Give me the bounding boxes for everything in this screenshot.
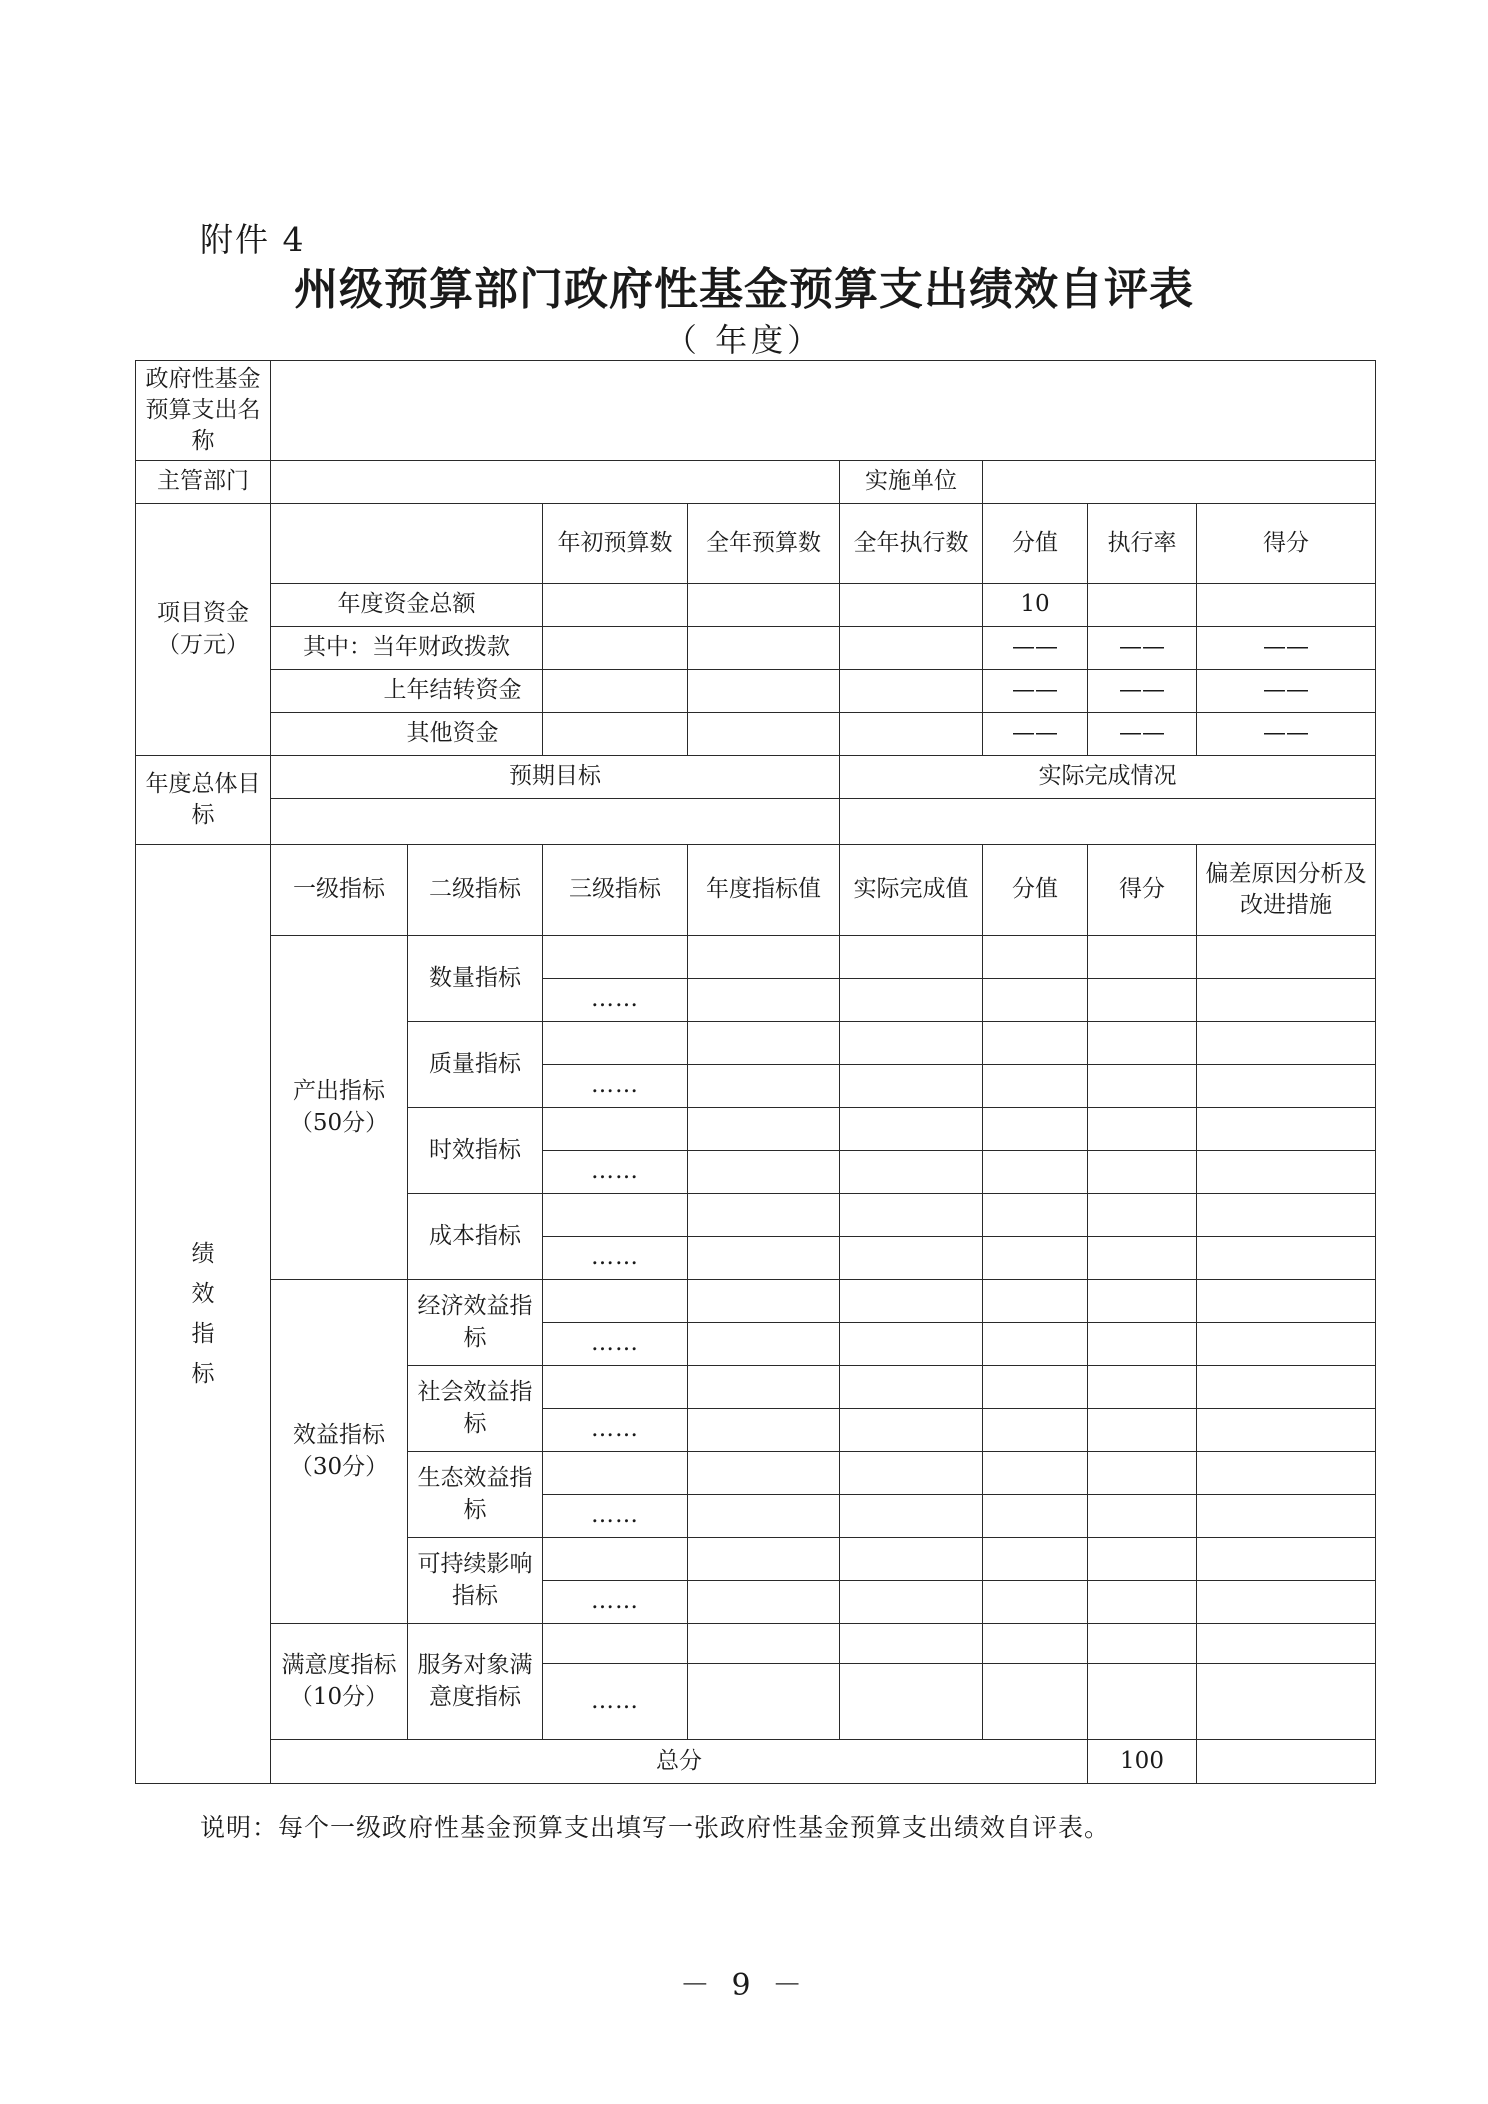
value-cell[interactable] (1088, 1151, 1197, 1194)
fund-name-label: 政府性基金预算支出名称 (136, 361, 271, 461)
attachment-label: 附件 4 (200, 220, 306, 259)
level3-ellipsis[interactable]: …… (543, 1237, 688, 1280)
perf-header: 得分 (1088, 845, 1197, 936)
funds-dash: —— (983, 713, 1088, 756)
funds-cell[interactable] (1197, 584, 1376, 627)
value-cell[interactable] (1088, 1538, 1197, 1581)
value-cell[interactable] (1088, 1624, 1197, 1664)
funds-label: 项目资金（万元） (136, 504, 271, 756)
level3-ellipsis[interactable]: …… (543, 1581, 688, 1624)
funds-cell[interactable] (1088, 584, 1197, 627)
value-cell[interactable] (983, 1022, 1088, 1065)
value-cell[interactable] (1088, 1065, 1197, 1108)
value-cell[interactable] (688, 1280, 840, 1323)
level3-cell[interactable] (543, 1452, 688, 1495)
funds-cell[interactable] (688, 670, 840, 713)
funds-row-label: 其他资金 (271, 713, 543, 756)
value-cell[interactable] (840, 1366, 983, 1409)
value-cell[interactable] (840, 1280, 983, 1323)
funds-cell[interactable] (840, 713, 983, 756)
value-cell[interactable] (840, 1538, 983, 1581)
value-cell[interactable] (840, 1022, 983, 1065)
value-cell[interactable] (1197, 1280, 1376, 1323)
impl-unit-label: 实施单位 (840, 461, 983, 504)
fund-name-cell[interactable] (271, 361, 1376, 461)
value-cell[interactable] (983, 1323, 1088, 1366)
level3-ellipsis[interactable]: …… (543, 1151, 688, 1194)
level3-cell[interactable] (543, 1624, 688, 1664)
level2-item: 生态效益指标 (408, 1452, 543, 1538)
value-cell[interactable] (840, 1452, 983, 1495)
value-cell[interactable] (1197, 979, 1376, 1022)
value-cell[interactable] (840, 1664, 983, 1740)
funds-row-label: 上年结转资金 (271, 670, 543, 713)
level3-ellipsis[interactable]: …… (543, 1409, 688, 1452)
value-cell[interactable] (1088, 1194, 1197, 1237)
value-cell[interactable] (983, 1280, 1088, 1323)
value-cell[interactable] (1197, 1022, 1376, 1065)
value-cell[interactable] (840, 1151, 983, 1194)
funds-header: 分值 (983, 504, 1088, 584)
perf-header: 年度指标值 (688, 845, 840, 936)
value-cell[interactable] (840, 1108, 983, 1151)
value-cell[interactable] (1197, 1624, 1376, 1664)
value-cell[interactable] (840, 1581, 983, 1624)
value-cell[interactable] (688, 1452, 840, 1495)
value-cell[interactable] (688, 1495, 840, 1538)
value-cell[interactable] (688, 1065, 840, 1108)
value-cell[interactable] (1197, 1151, 1376, 1194)
level3-cell[interactable] (543, 1538, 688, 1581)
value-cell[interactable] (1197, 1581, 1376, 1624)
level2-item: 质量指标 (408, 1022, 543, 1108)
value-cell[interactable] (840, 936, 983, 979)
value-cell[interactable] (840, 1495, 983, 1538)
funds-cell[interactable] (840, 627, 983, 670)
value-cell[interactable] (983, 1151, 1088, 1194)
value-cell[interactable] (1197, 936, 1376, 979)
value-cell[interactable] (840, 1624, 983, 1664)
value-cell[interactable] (1197, 1237, 1376, 1280)
funds-row-label: 年度资金总额 (271, 584, 543, 627)
level3-cell[interactable] (543, 936, 688, 979)
value-cell[interactable] (983, 1366, 1088, 1409)
level2-item: 成本指标 (408, 1194, 543, 1280)
funds-cell[interactable] (543, 627, 688, 670)
funds-blank (271, 504, 543, 584)
value-cell[interactable] (983, 1664, 1088, 1740)
total-got-cell[interactable] (1197, 1740, 1376, 1784)
value-cell[interactable] (688, 1538, 840, 1581)
dept-cell[interactable] (271, 461, 840, 504)
value-cell[interactable] (688, 1194, 840, 1237)
level3-cell[interactable] (543, 1194, 688, 1237)
perf-header: 实际完成值 (840, 845, 983, 936)
perf-header: 三级指标 (543, 845, 688, 936)
funds-header: 年初预算数 (543, 504, 688, 584)
level3-cell[interactable] (543, 1366, 688, 1409)
value-cell[interactable] (983, 1495, 1088, 1538)
funds-header: 执行率 (1088, 504, 1197, 584)
funds-row-label: 其中：当年财政拨款 (271, 627, 543, 670)
funds-cell[interactable] (688, 713, 840, 756)
funds-header: 全年执行数 (840, 504, 983, 584)
value-cell[interactable] (983, 1452, 1088, 1495)
level3-ellipsis[interactable]: …… (543, 1323, 688, 1366)
value-cell[interactable] (983, 1108, 1088, 1151)
value-cell[interactable] (983, 1237, 1088, 1280)
funds-dash: —— (1088, 670, 1197, 713)
expected-goal-header: 预期目标 (271, 756, 840, 799)
funds-cell[interactable] (543, 713, 688, 756)
value-cell[interactable] (688, 1237, 840, 1280)
funds-cell[interactable] (543, 670, 688, 713)
value-cell[interactable] (688, 979, 840, 1022)
year-line: （ 年度） (664, 321, 824, 359)
overall-goal-label: 年度总体目标 (136, 756, 271, 845)
output-indicator: 产出指标 （50分） (271, 936, 408, 1280)
perf-header: 分值 (983, 845, 1088, 936)
value-cell[interactable] (983, 936, 1088, 979)
value-cell[interactable] (1088, 1664, 1197, 1740)
value-cell[interactable] (1088, 1452, 1197, 1495)
value-cell[interactable] (840, 1194, 983, 1237)
impl-unit-cell[interactable] (983, 461, 1376, 504)
perf-header: 二级指标 (408, 845, 543, 936)
level3-cell[interactable] (543, 1022, 688, 1065)
funds-dash: —— (1088, 627, 1197, 670)
actual-completion-header: 实际完成情况 (840, 756, 1376, 799)
level2-item: 数量指标 (408, 936, 543, 1022)
level3-ellipsis[interactable]: …… (543, 979, 688, 1022)
funds-cell[interactable] (543, 584, 688, 627)
satisfaction-indicator: 满意度指标 （10分） (271, 1624, 408, 1740)
funds-score: 10 (983, 584, 1088, 627)
perf-header: 偏差原因分析及改进措施 (1197, 845, 1376, 936)
dept-label: 主管部门 (136, 461, 271, 504)
funds-dash: —— (1088, 713, 1197, 756)
level2-item: 时效指标 (408, 1108, 543, 1194)
funds-dash: —— (1197, 713, 1376, 756)
value-cell[interactable] (1088, 1581, 1197, 1624)
value-cell[interactable] (840, 979, 983, 1022)
value-cell[interactable] (1197, 1366, 1376, 1409)
value-cell[interactable] (983, 1581, 1088, 1624)
value-cell[interactable] (1088, 1495, 1197, 1538)
value-cell[interactable] (840, 1065, 983, 1108)
value-cell[interactable] (688, 1022, 840, 1065)
value-cell[interactable] (1197, 1409, 1376, 1452)
funds-dash: —— (1197, 670, 1376, 713)
value-cell[interactable] (840, 1409, 983, 1452)
explanation-note: 说明：每个一级政府性基金预算支出填写一张政府性基金预算支出绩效自评表。 (200, 1813, 1111, 1842)
expected-goal-cell[interactable] (271, 799, 840, 845)
funds-cell[interactable] (840, 670, 983, 713)
value-cell[interactable] (688, 1624, 840, 1664)
value-cell[interactable] (1088, 1237, 1197, 1280)
funds-cell[interactable] (688, 584, 840, 627)
level2-item: 社会效益指标 (408, 1366, 543, 1452)
value-cell[interactable] (688, 1108, 840, 1151)
funds-dash: —— (983, 627, 1088, 670)
value-cell[interactable] (688, 1664, 840, 1740)
total-score: 100 (1088, 1740, 1197, 1784)
value-cell[interactable] (840, 1237, 983, 1280)
value-cell[interactable] (983, 1194, 1088, 1237)
page-number: － 9 － (679, 1968, 809, 2003)
value-cell[interactable] (1197, 1495, 1376, 1538)
value-cell[interactable] (840, 1323, 983, 1366)
value-cell[interactable] (688, 1409, 840, 1452)
value-cell[interactable] (1088, 979, 1197, 1022)
level2-item: 服务对象满意度指标 (408, 1624, 543, 1740)
value-cell[interactable] (983, 1409, 1088, 1452)
funds-cell[interactable] (688, 627, 840, 670)
perf-label: 绩 效 指 标 (136, 845, 271, 1784)
value-cell[interactable] (688, 936, 840, 979)
value-cell[interactable] (1088, 1280, 1197, 1323)
value-cell[interactable] (1088, 1323, 1197, 1366)
value-cell[interactable] (983, 1624, 1088, 1664)
benefit-indicator: 效益指标 （30分） (271, 1280, 408, 1624)
value-cell[interactable] (1197, 1194, 1376, 1237)
level2-item: 经济效益指标 (408, 1280, 543, 1366)
funds-dash: —— (1197, 627, 1376, 670)
total-label: 总分 (271, 1740, 1088, 1784)
value-cell[interactable] (1197, 1452, 1376, 1495)
value-cell[interactable] (1197, 1065, 1376, 1108)
value-cell[interactable] (1088, 1022, 1197, 1065)
form-title: 州级预算部门政府性基金预算支出绩效自评表 (294, 264, 1194, 315)
level3-ellipsis[interactable]: …… (543, 1495, 688, 1538)
value-cell[interactable] (1197, 1538, 1376, 1581)
level3-cell[interactable] (543, 1108, 688, 1151)
value-cell[interactable] (688, 1323, 840, 1366)
value-cell[interactable] (983, 979, 1088, 1022)
value-cell[interactable] (1197, 1108, 1376, 1151)
self-evaluation-table (135, 360, 1376, 1784)
level3-ellipsis[interactable]: …… (543, 1065, 688, 1108)
perf-header: 一级指标 (271, 845, 408, 936)
value-cell[interactable] (1197, 1323, 1376, 1366)
value-cell[interactable] (1088, 1366, 1197, 1409)
value-cell[interactable] (1088, 936, 1197, 979)
value-cell[interactable] (983, 1538, 1088, 1581)
level2-item: 可持续影响指标 (408, 1538, 543, 1624)
value-cell[interactable] (1088, 1409, 1197, 1452)
funds-cell[interactable] (840, 584, 983, 627)
funds-header: 全年预算数 (688, 504, 840, 584)
value-cell[interactable] (983, 1065, 1088, 1108)
level3-cell[interactable] (543, 1280, 688, 1323)
funds-dash: —— (983, 670, 1088, 713)
value-cell[interactable] (1088, 1108, 1197, 1151)
value-cell[interactable] (1197, 1664, 1376, 1740)
value-cell[interactable] (688, 1581, 840, 1624)
actual-completion-cell[interactable] (840, 799, 1376, 845)
level3-ellipsis[interactable]: …… (543, 1664, 688, 1740)
funds-header: 得分 (1197, 504, 1376, 584)
value-cell[interactable] (688, 1151, 840, 1194)
value-cell[interactable] (688, 1366, 840, 1409)
